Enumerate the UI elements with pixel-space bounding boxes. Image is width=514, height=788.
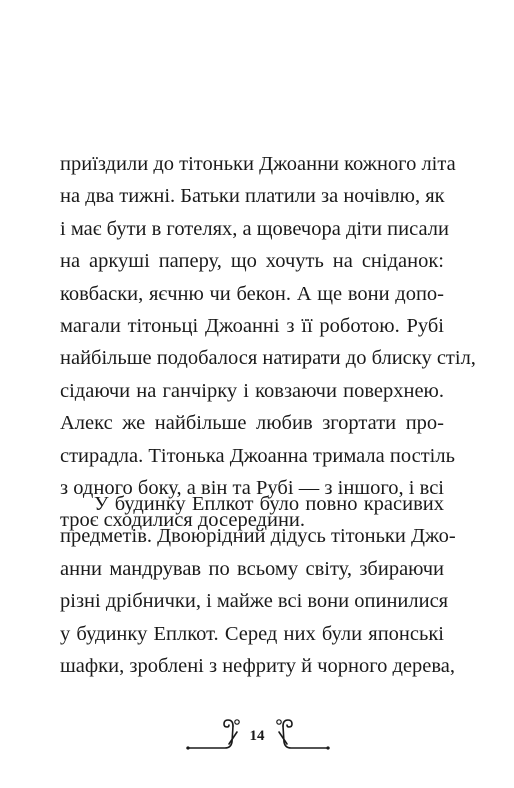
swirl-ornament-right-icon [271,714,331,754]
text-line: стирадла. Тітонька Джоанна тримала постіль [60,444,455,467]
page-number: 14 [249,728,265,744]
text-line: анни мандрував по всьому світу, збираючи [60,557,444,580]
text-line: У будинку Еплкот було повно красивих [94,493,444,515]
text-line: троє сходилися досередини. [60,509,306,532]
text-line: і має бути в готелях, а щовечора діти писали [60,217,449,240]
text-line: приїздили до тітоньки Джоанни кожного літа [60,153,456,175]
swirl-ornament-left-icon [185,714,245,754]
paragraph-1 [60,148,476,537]
text-line: найбільше подобалося натирати до блиску стіл, [60,347,476,370]
paragraph-2 [60,488,456,682]
text-line: різні дрібнички, і майже всі вони опинилися [60,590,449,613]
text-line: ковбаски, яєчню чи бекон. А ще вони допо- [60,282,444,305]
text-line: магали тітоньці Джоанні з її роботою. Рубі [60,314,444,337]
text-line: шафки, зроблені з нефриту й чорного дерева, [60,654,456,677]
text-line: на два тижні. Батьки платили за ночівлю, як [60,185,445,208]
text-line: на аркуші паперу, що хочуть на сніданок: [60,250,444,273]
page-footer [0,712,514,762]
text-line: сідаючи на ганчірку і ковзаючи поверхнею. [60,379,444,402]
text-line: Алекс же найбільше любив згортати про- [60,412,444,435]
text-line: з одного боку, а він та Рубі — з іншого, і всі [60,476,444,499]
text-line: у будинку Еплкот. Серед них були японські [60,622,444,645]
text-line: предметів. Двоюрідний дідусь тітоньки Джо- [60,525,456,548]
